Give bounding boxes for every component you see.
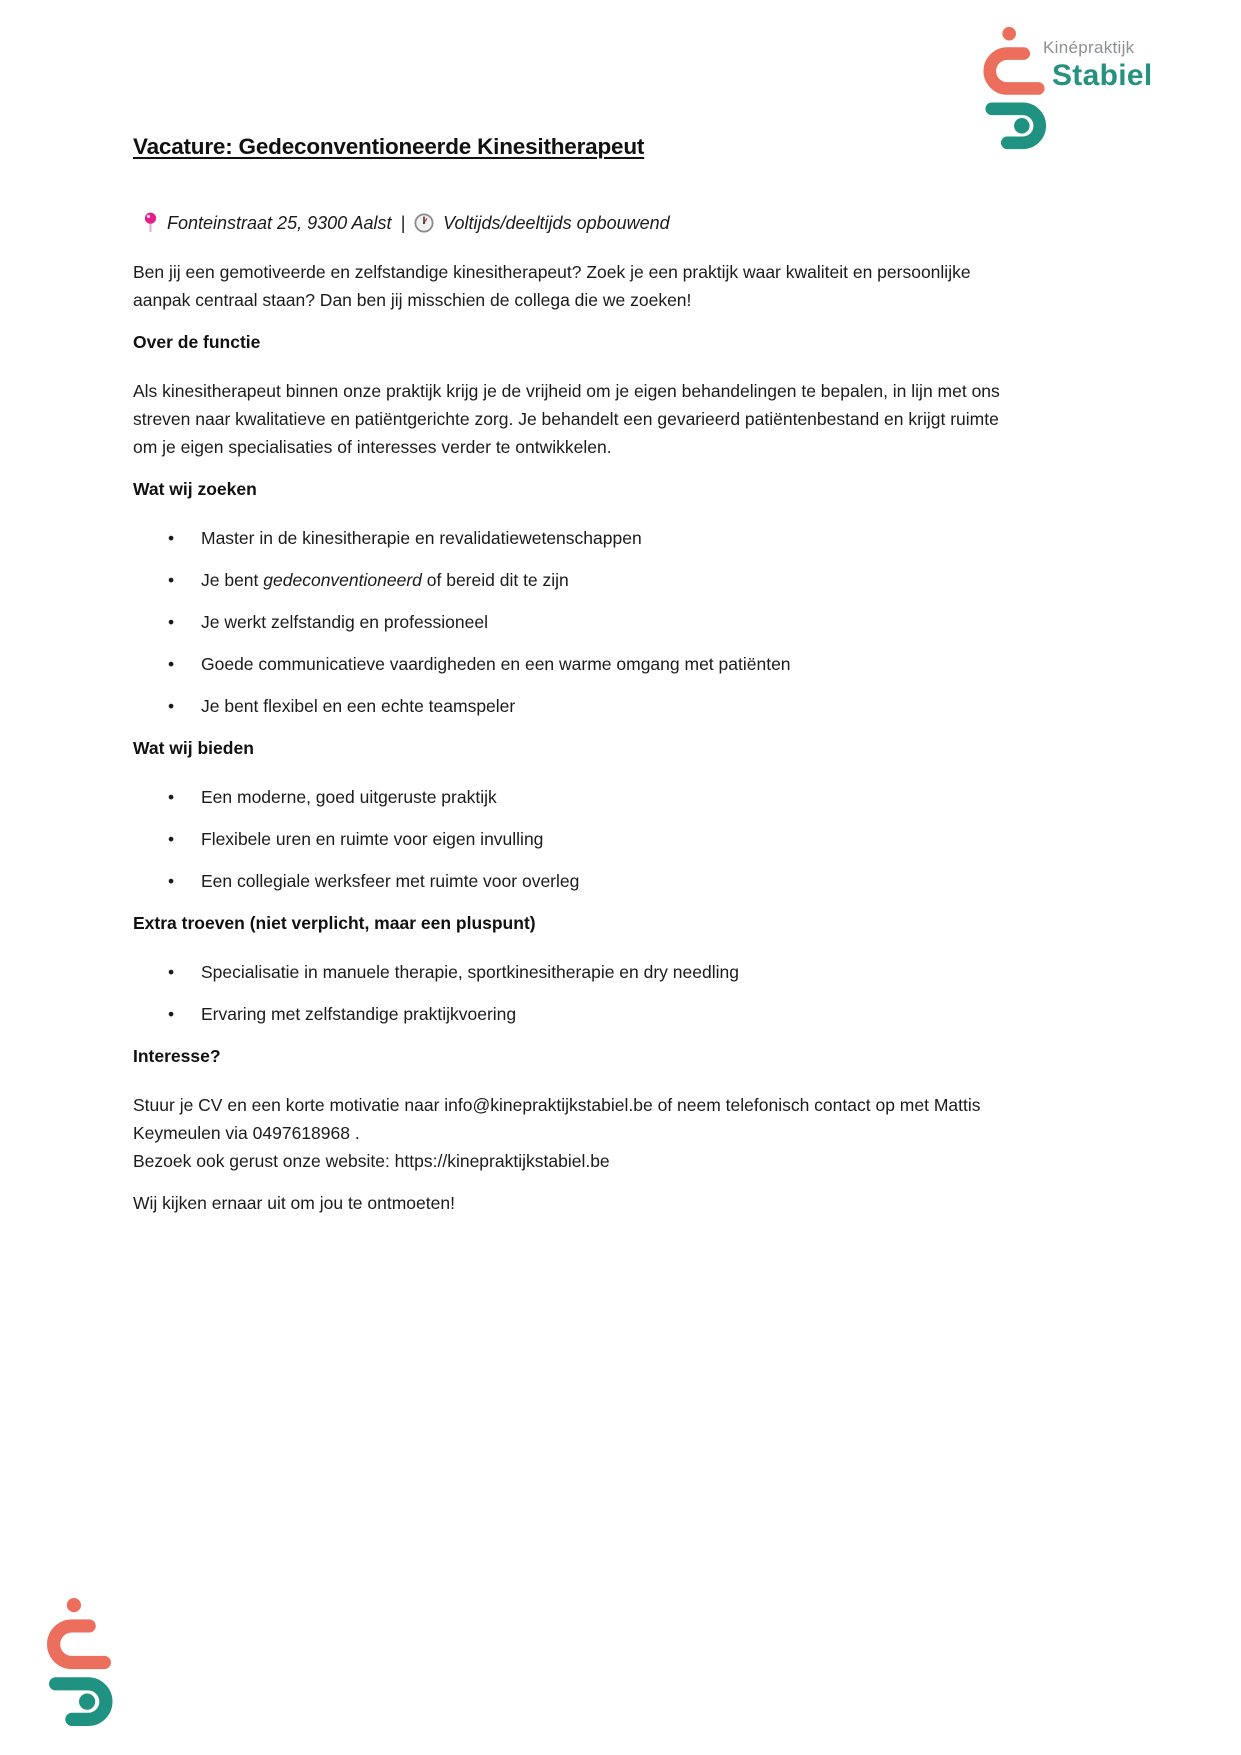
list-item xyxy=(168,867,1018,895)
bullet-icon: • xyxy=(168,570,175,590)
location-pin-icon xyxy=(143,212,158,234)
bullet-icon: • xyxy=(168,962,175,982)
extra-troeven-list xyxy=(133,958,1018,1028)
bullet-icon: • xyxy=(168,787,175,807)
brand-wordmark xyxy=(1043,38,1152,93)
wat-wij-bieden-list xyxy=(133,783,1018,895)
contact-paragraph xyxy=(133,1091,1018,1175)
job-meta-line xyxy=(143,212,1018,234)
job-schedule: Voltijds/deeltijds opbouwend xyxy=(443,212,670,233)
list-item-text: Je bent flexibel en een echte teamspeler xyxy=(201,696,516,716)
list-item-text: Ervaring met zelfstandige praktijkvoering xyxy=(201,1004,517,1024)
logo-mark-icon xyxy=(42,1596,118,1728)
meta-separator: | xyxy=(400,212,406,233)
list-item-text: Specialisatie in manuele therapie, sportkinesitherapie en dry needling xyxy=(201,962,739,982)
section-heading-wat-wij-zoeken: Wat wij zoeken xyxy=(133,479,257,499)
list-item xyxy=(168,783,1018,811)
list-item xyxy=(168,566,1018,594)
bullet-icon: • xyxy=(168,1004,175,1024)
bullet-icon: • xyxy=(168,528,175,548)
wat-wij-zoeken-list xyxy=(133,524,1018,720)
list-item xyxy=(168,524,1018,552)
brand-name-top: Kinépraktijk xyxy=(1043,38,1135,57)
list-item-text: Flexibele uren en ruimte voor eigen invulling xyxy=(201,829,544,849)
list-item-text: Master in de kinesitherapie en revalidatiewetenschappen xyxy=(201,528,642,548)
page-title: Vacature: Gedeconventioneerde Kinesitherapeut xyxy=(133,134,645,159)
section-heading-extra-troeven: Extra troeven (niet verplicht, maar een pluspunt) xyxy=(133,913,536,933)
section-heading-wat-wij-bieden: Wat wij bieden xyxy=(133,738,254,758)
clock-icon xyxy=(414,213,434,233)
intro-paragraph: Ben jij een gemotiveerde en zelfstandige kinesitherapeut? Zoek je een praktijk waar kwaliteit en persoonlijke aanpak centraal staan? Dan ben jij misschien de collega die we zoeken! xyxy=(133,262,971,310)
list-item xyxy=(168,608,1018,636)
list-item xyxy=(168,1000,1018,1028)
list-item-text: Een collegiale werksfeer met ruimte voor overleg xyxy=(201,871,580,891)
list-item-text: Je bent gedeconventioneerd of bereid dit te zijn xyxy=(201,570,569,590)
list-item-text: Een moderne, goed uitgeruste praktijk xyxy=(201,787,497,807)
list-item xyxy=(168,650,1018,678)
list-item xyxy=(168,692,1018,720)
section-heading-interesse: Interesse? xyxy=(133,1046,221,1066)
list-item-text: Goede communicatieve vaardigheden en een warme omgang met patiënten xyxy=(201,654,791,674)
list-item xyxy=(168,825,1018,853)
bullet-icon: • xyxy=(168,696,175,716)
bullet-icon: • xyxy=(168,654,175,674)
bullet-icon: • xyxy=(168,612,175,632)
list-item-text: Je werkt zelfstandig en professioneel xyxy=(201,612,488,632)
brand-name-bottom: Stabiel xyxy=(1052,59,1153,92)
section-heading-over-de-functie: Over de functie xyxy=(133,332,261,352)
closing-line: Wij kijken ernaar uit om jou te ontmoeten! xyxy=(133,1193,455,1213)
list-item xyxy=(168,958,1018,986)
contact-line: Stuur je CV en een korte motivatie naar info@kinepraktijkstabiel.be of neem telefonisch contact op met Mattis Keymeulen via 0497618968 . xyxy=(133,1095,981,1143)
brand-logo-footer xyxy=(42,1596,118,1733)
bullet-icon: • xyxy=(168,871,175,891)
over-de-functie-paragraph: Als kinesitherapeut binnen onze praktijk krijg je de vrijheid om je eigen behandelingen te bepalen, in lijn met ons streven naar kwalitatieve en patiëntgerichte zorg. Je behandelt een gevarieerd patiëntenbestand en krijgt ruimte om je eigen specialisaties of interesses verder te ontwikkelen. xyxy=(133,381,1000,457)
document-content xyxy=(133,132,1018,1231)
website-line: Bezoek ook gerust onze website: https://kinepraktijkstabiel.be xyxy=(133,1151,610,1171)
bullet-icon: • xyxy=(168,829,175,849)
job-address: Fonteinstraat 25, 9300 Aalst xyxy=(167,212,392,233)
